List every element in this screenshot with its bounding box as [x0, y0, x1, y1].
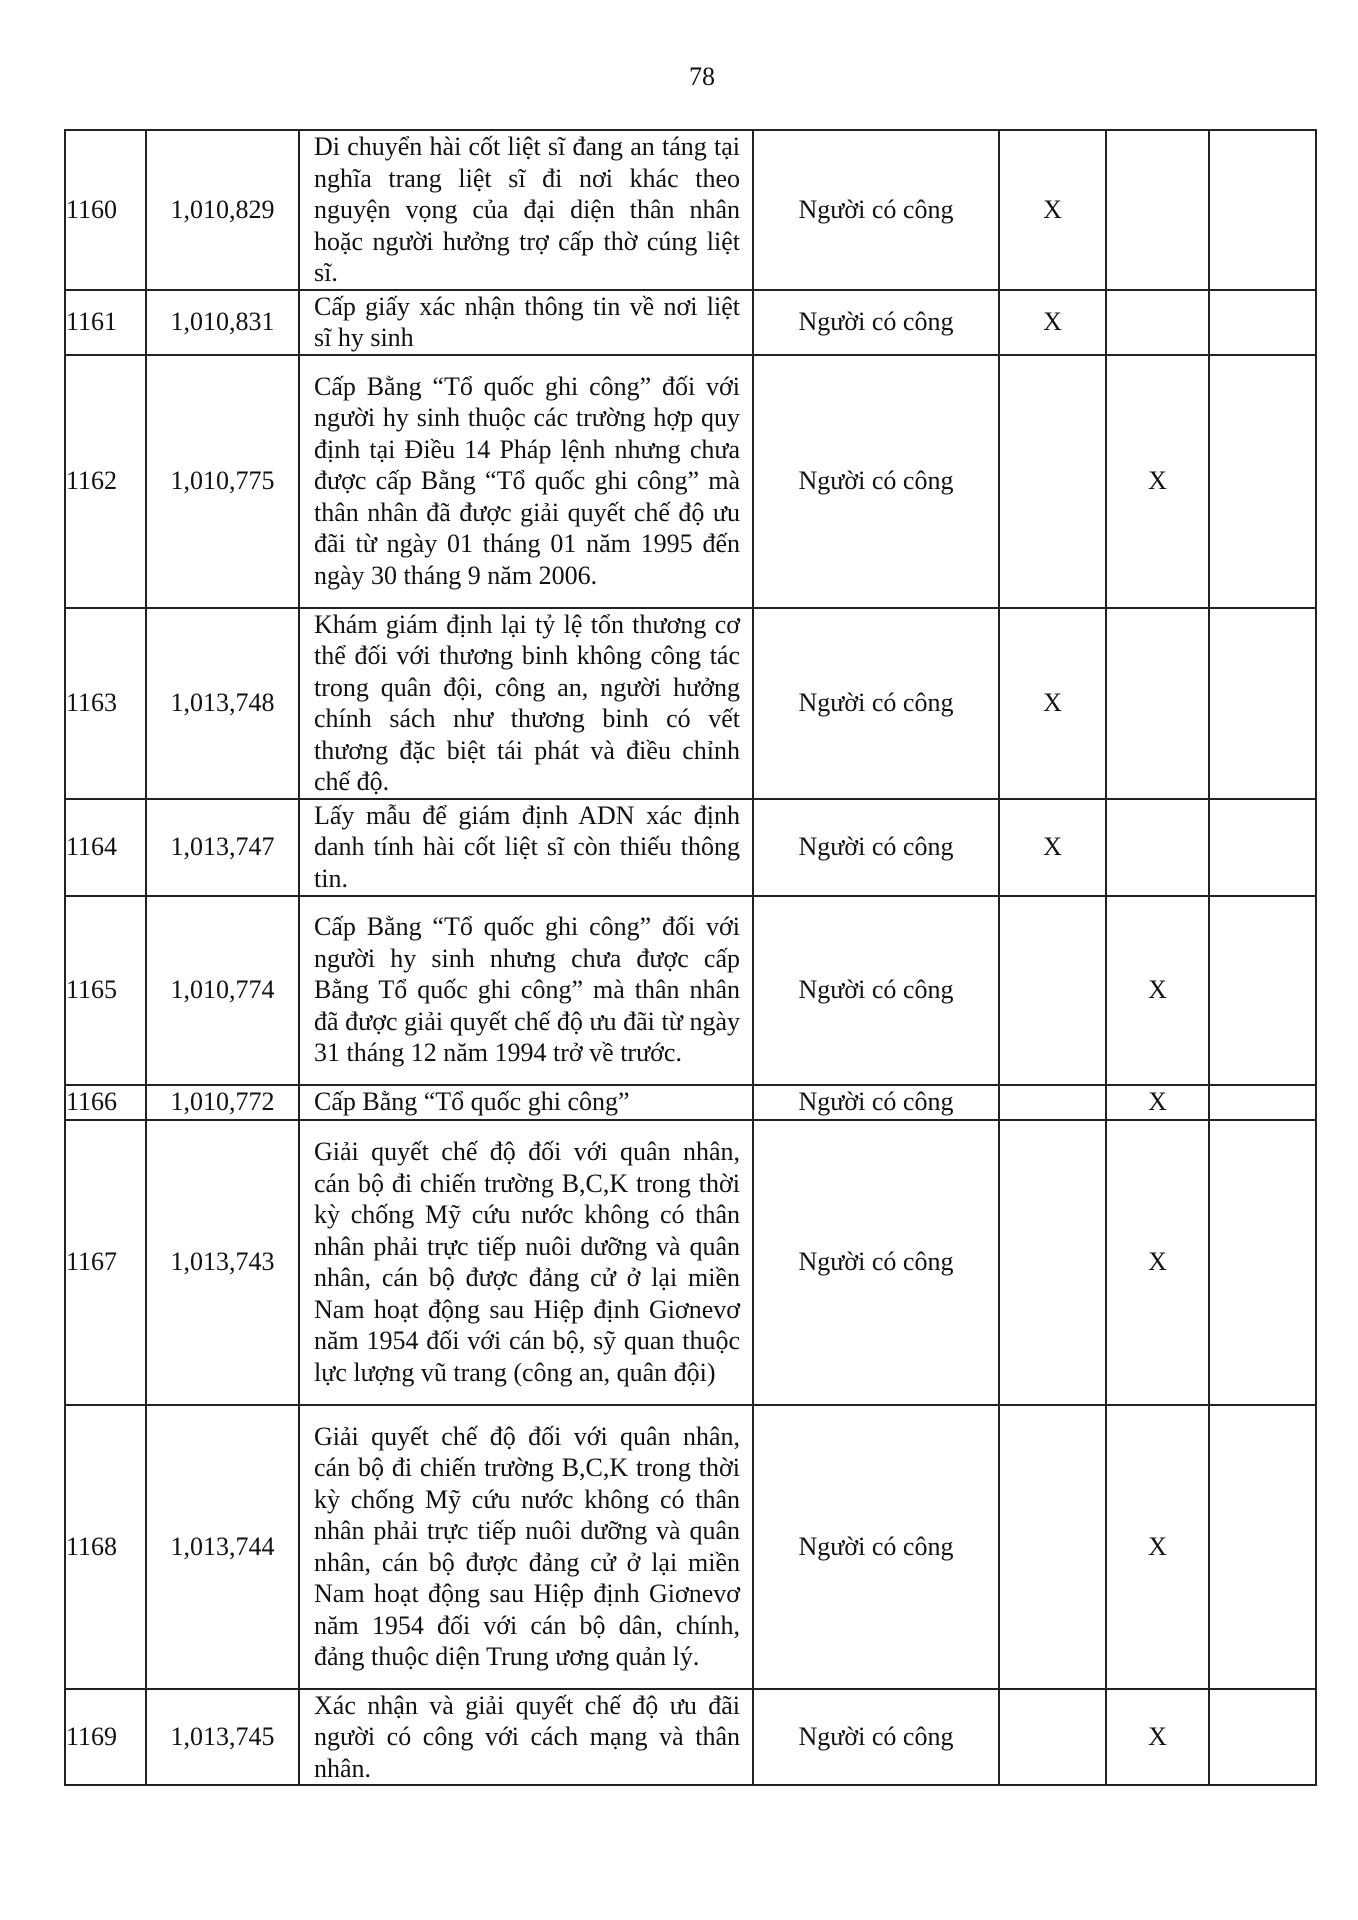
procedure-name	[299, 1689, 753, 1786]
level-mark-col6	[1106, 1085, 1209, 1120]
procedure-field	[753, 1405, 999, 1689]
procedure-name	[299, 1085, 753, 1120]
row-number	[65, 130, 146, 290]
procedure-name	[299, 896, 753, 1085]
procedure-code	[146, 1689, 299, 1786]
procedure-field-text: Người có công	[798, 975, 954, 1005]
procedure-field	[753, 1689, 999, 1786]
procedure-field-text: Người có công	[798, 688, 954, 718]
procedure-name-text: Cấp Bằng “Tổ quốc ghi công”	[314, 1087, 630, 1117]
procedure-name	[299, 290, 753, 355]
procedure-field	[753, 1085, 999, 1120]
procedure-code	[146, 1405, 299, 1689]
procedure-name-text: Giải quyết chế độ đối với quân nhân, cán bộ đi chiến trường B,C,K trong thời kỳ chống Mỹ cứu nước không có thân nhân phải trực tiếp nuôi dưỡng và quân nhân, cán bộ được đảng cử ở lại miền Nam hoạt động sau Hiệp định Giơnevơ năm 1954 đối với cán bộ dân, chính, đảng thuộc diện Trung ương quản lý.	[314, 1421, 740, 1671]
table-row	[65, 608, 1316, 799]
procedure-code-text: 1,010,774	[170, 975, 275, 1005]
procedure-code	[146, 896, 299, 1085]
level-mark-col5	[999, 130, 1106, 290]
procedure-field	[753, 130, 999, 290]
level-mark-col7	[1209, 355, 1316, 608]
row-number	[65, 1085, 146, 1120]
procedure-field	[753, 355, 999, 608]
table-row	[65, 355, 1316, 608]
row-number	[65, 1120, 146, 1405]
level-mark-col6-text: X	[1148, 1531, 1167, 1561]
row-number	[65, 799, 146, 896]
row-number-text: 1165	[66, 975, 118, 1005]
procedure-code-text: 1,010,772	[170, 1087, 275, 1117]
row-number	[65, 1405, 146, 1689]
procedure-field-text: Người có công	[798, 307, 954, 337]
procedure-code-text: 1,013,745	[170, 1722, 275, 1751]
level-mark-col6-text: X	[1148, 1087, 1167, 1117]
procedure-field-text: Người có công	[798, 1722, 954, 1751]
procedure-code	[146, 355, 299, 608]
row-number-text: 1167	[66, 1247, 118, 1277]
level-mark-col5	[999, 896, 1106, 1085]
procedure-code-text: 1,013,748	[170, 688, 275, 718]
procedure-name-text: Cấp Bằng “Tổ quốc ghi công” đối với người hy sinh nhưng chưa được cấp Bằng Tổ quốc ghi công” mà thân nhân đã được giải quyết chế độ ưu đãi từ ngày 31 tháng 12 năm 1994 trở về trước.	[314, 912, 740, 1068]
procedure-name	[299, 799, 753, 896]
row-number	[65, 608, 146, 799]
row-number-text: 1163	[66, 688, 118, 718]
table-body	[65, 130, 1316, 1785]
procedure-code	[146, 799, 299, 896]
procedure-name-text: Cấp Bằng “Tổ quốc ghi công” đối với người hy sinh thuộc các trường hợp quy định tại Điều 14 Pháp lệnh nhưng chưa được cấp Bằng “Tổ quốc ghi công” mà thân nhân đã được giải quyết chế độ ưu đãi từ ngày 01 tháng 01 năm 1995 đến ngày 30 tháng 9 năm 2006.	[314, 371, 740, 590]
level-mark-col6	[1106, 799, 1209, 896]
row-number-text: 1160	[66, 195, 118, 224]
level-mark-col7	[1209, 799, 1316, 896]
table-row	[65, 1085, 1316, 1120]
procedure-field-text: Người có công	[798, 1531, 954, 1561]
level-mark-col7	[1209, 1689, 1316, 1786]
level-mark-col5	[999, 1120, 1106, 1405]
level-mark-col7	[1209, 1120, 1316, 1405]
procedure-code	[146, 1120, 299, 1405]
level-mark-col7	[1209, 290, 1316, 355]
procedures-table	[64, 129, 1317, 1786]
procedure-name-text: Xác nhận và giải quyết chế độ ưu đãi người có công với cách mạng và thân nhân.	[314, 1690, 740, 1783]
level-mark-col6-text: X	[1148, 466, 1167, 496]
level-mark-col5	[999, 1689, 1106, 1786]
level-mark-col5	[999, 608, 1106, 799]
row-number	[65, 896, 146, 1085]
level-mark-col5-text: X	[1043, 195, 1062, 224]
procedure-code	[146, 608, 299, 799]
procedure-name	[299, 130, 753, 290]
procedure-name	[299, 608, 753, 799]
level-mark-col6	[1106, 355, 1209, 608]
row-number-text: 1169	[66, 1722, 118, 1751]
procedure-code	[146, 130, 299, 290]
procedure-field	[753, 1120, 999, 1405]
procedure-name	[299, 1120, 753, 1405]
level-mark-col6	[1106, 1405, 1209, 1689]
procedure-name-text: Giải quyết chế độ đối với quân nhân, cán bộ đi chiến trường B,C,K trong thời kỳ chống Mỹ cứu nước không có thân nhân phải trực tiếp nuôi dưỡng và quân nhân, cán bộ được đảng cử ở lại miền Nam hoạt động sau Hiệp định Giơnevơ năm 1954 đối với cán bộ, sỹ quan thuộc lực lượng vũ trang (công an, quân đội)	[314, 1137, 740, 1387]
procedure-field-text: Người có công	[798, 466, 954, 496]
table-row	[65, 896, 1316, 1085]
procedure-name	[299, 355, 753, 608]
procedure-field	[753, 799, 999, 896]
procedure-field	[753, 290, 999, 355]
row-number	[65, 1689, 146, 1786]
level-mark-col7	[1209, 1085, 1316, 1120]
table-row	[65, 1405, 1316, 1689]
procedure-field-text: Người có công	[798, 195, 954, 224]
level-mark-col7	[1209, 1405, 1316, 1689]
row-number-text: 1166	[66, 1087, 118, 1117]
row-number	[65, 355, 146, 608]
level-mark-col5-text: X	[1043, 688, 1062, 718]
procedure-code-text: 1,013,744	[170, 1531, 275, 1561]
procedure-code-text: 1,013,743	[170, 1247, 275, 1277]
procedure-name-text: Di chuyển hài cốt liệt sĩ đang an táng tại nghĩa trang liệt sĩ đi nơi khác theo nguyện vọng của đại diện thân nhân hoặc người hưởng trợ cấp thờ cúng liệt sĩ.	[314, 132, 740, 287]
level-mark-col6	[1106, 130, 1209, 290]
procedure-field-text: Người có công	[798, 1087, 954, 1117]
table-row	[65, 1120, 1316, 1405]
table-row	[65, 130, 1316, 290]
procedure-code	[146, 290, 299, 355]
procedure-field	[753, 608, 999, 799]
procedure-code-text: 1,010,775	[170, 466, 275, 496]
level-mark-col5	[999, 1405, 1106, 1689]
procedure-code-text: 1,013,747	[170, 832, 275, 862]
row-number-text: 1161	[66, 307, 118, 337]
procedure-field	[753, 896, 999, 1085]
level-mark-col5	[999, 355, 1106, 608]
procedure-name-text: Lấy mẫu để giám định ADN xác định danh tính hài cốt liệt sĩ còn thiếu thông tin.	[314, 800, 740, 893]
level-mark-col6	[1106, 290, 1209, 355]
procedure-field-text: Người có công	[798, 1247, 954, 1277]
level-mark-col6	[1106, 608, 1209, 799]
row-number-text: 1162	[66, 466, 118, 496]
row-number-text: 1164	[66, 832, 118, 862]
level-mark-col5-text: X	[1043, 832, 1062, 862]
level-mark-col5	[999, 1085, 1106, 1120]
level-mark-col5	[999, 799, 1106, 896]
procedure-name-text: Khám giám định lại tỷ lệ tổn thương cơ thể đối với thương binh không công tác trong quân đội, công an, người hưởng chính sách như thương binh có vết thương đặc biệt tái phát và điều chỉnh chế độ.	[314, 609, 740, 796]
level-mark-col6-text: X	[1148, 975, 1167, 1005]
level-mark-col6	[1106, 896, 1209, 1085]
procedure-name	[299, 1405, 753, 1689]
level-mark-col7	[1209, 608, 1316, 799]
row-number	[65, 290, 146, 355]
level-mark-col6-text: X	[1148, 1247, 1167, 1277]
row-number-text: 1168	[66, 1531, 118, 1561]
procedure-field-text: Người có công	[798, 832, 954, 862]
level-mark-col6	[1106, 1120, 1209, 1405]
level-mark-col5-text: X	[1043, 307, 1062, 337]
level-mark-col6	[1106, 1689, 1209, 1786]
procedure-code-text: 1,010,829	[170, 195, 275, 224]
table-row	[65, 799, 1316, 896]
procedure-name-text: Cấp giấy xác nhận thông tin về nơi liệt sĩ hy sinh	[314, 291, 740, 352]
table-row	[65, 290, 1316, 355]
level-mark-col7	[1209, 896, 1316, 1085]
table-row	[65, 1689, 1316, 1786]
procedure-code-text: 1,010,831	[170, 307, 275, 337]
level-mark-col5	[999, 290, 1106, 355]
page-number: 78	[689, 62, 715, 91]
level-mark-col7	[1209, 130, 1316, 290]
procedure-code	[146, 1085, 299, 1120]
level-mark-col6-text: X	[1148, 1722, 1167, 1751]
